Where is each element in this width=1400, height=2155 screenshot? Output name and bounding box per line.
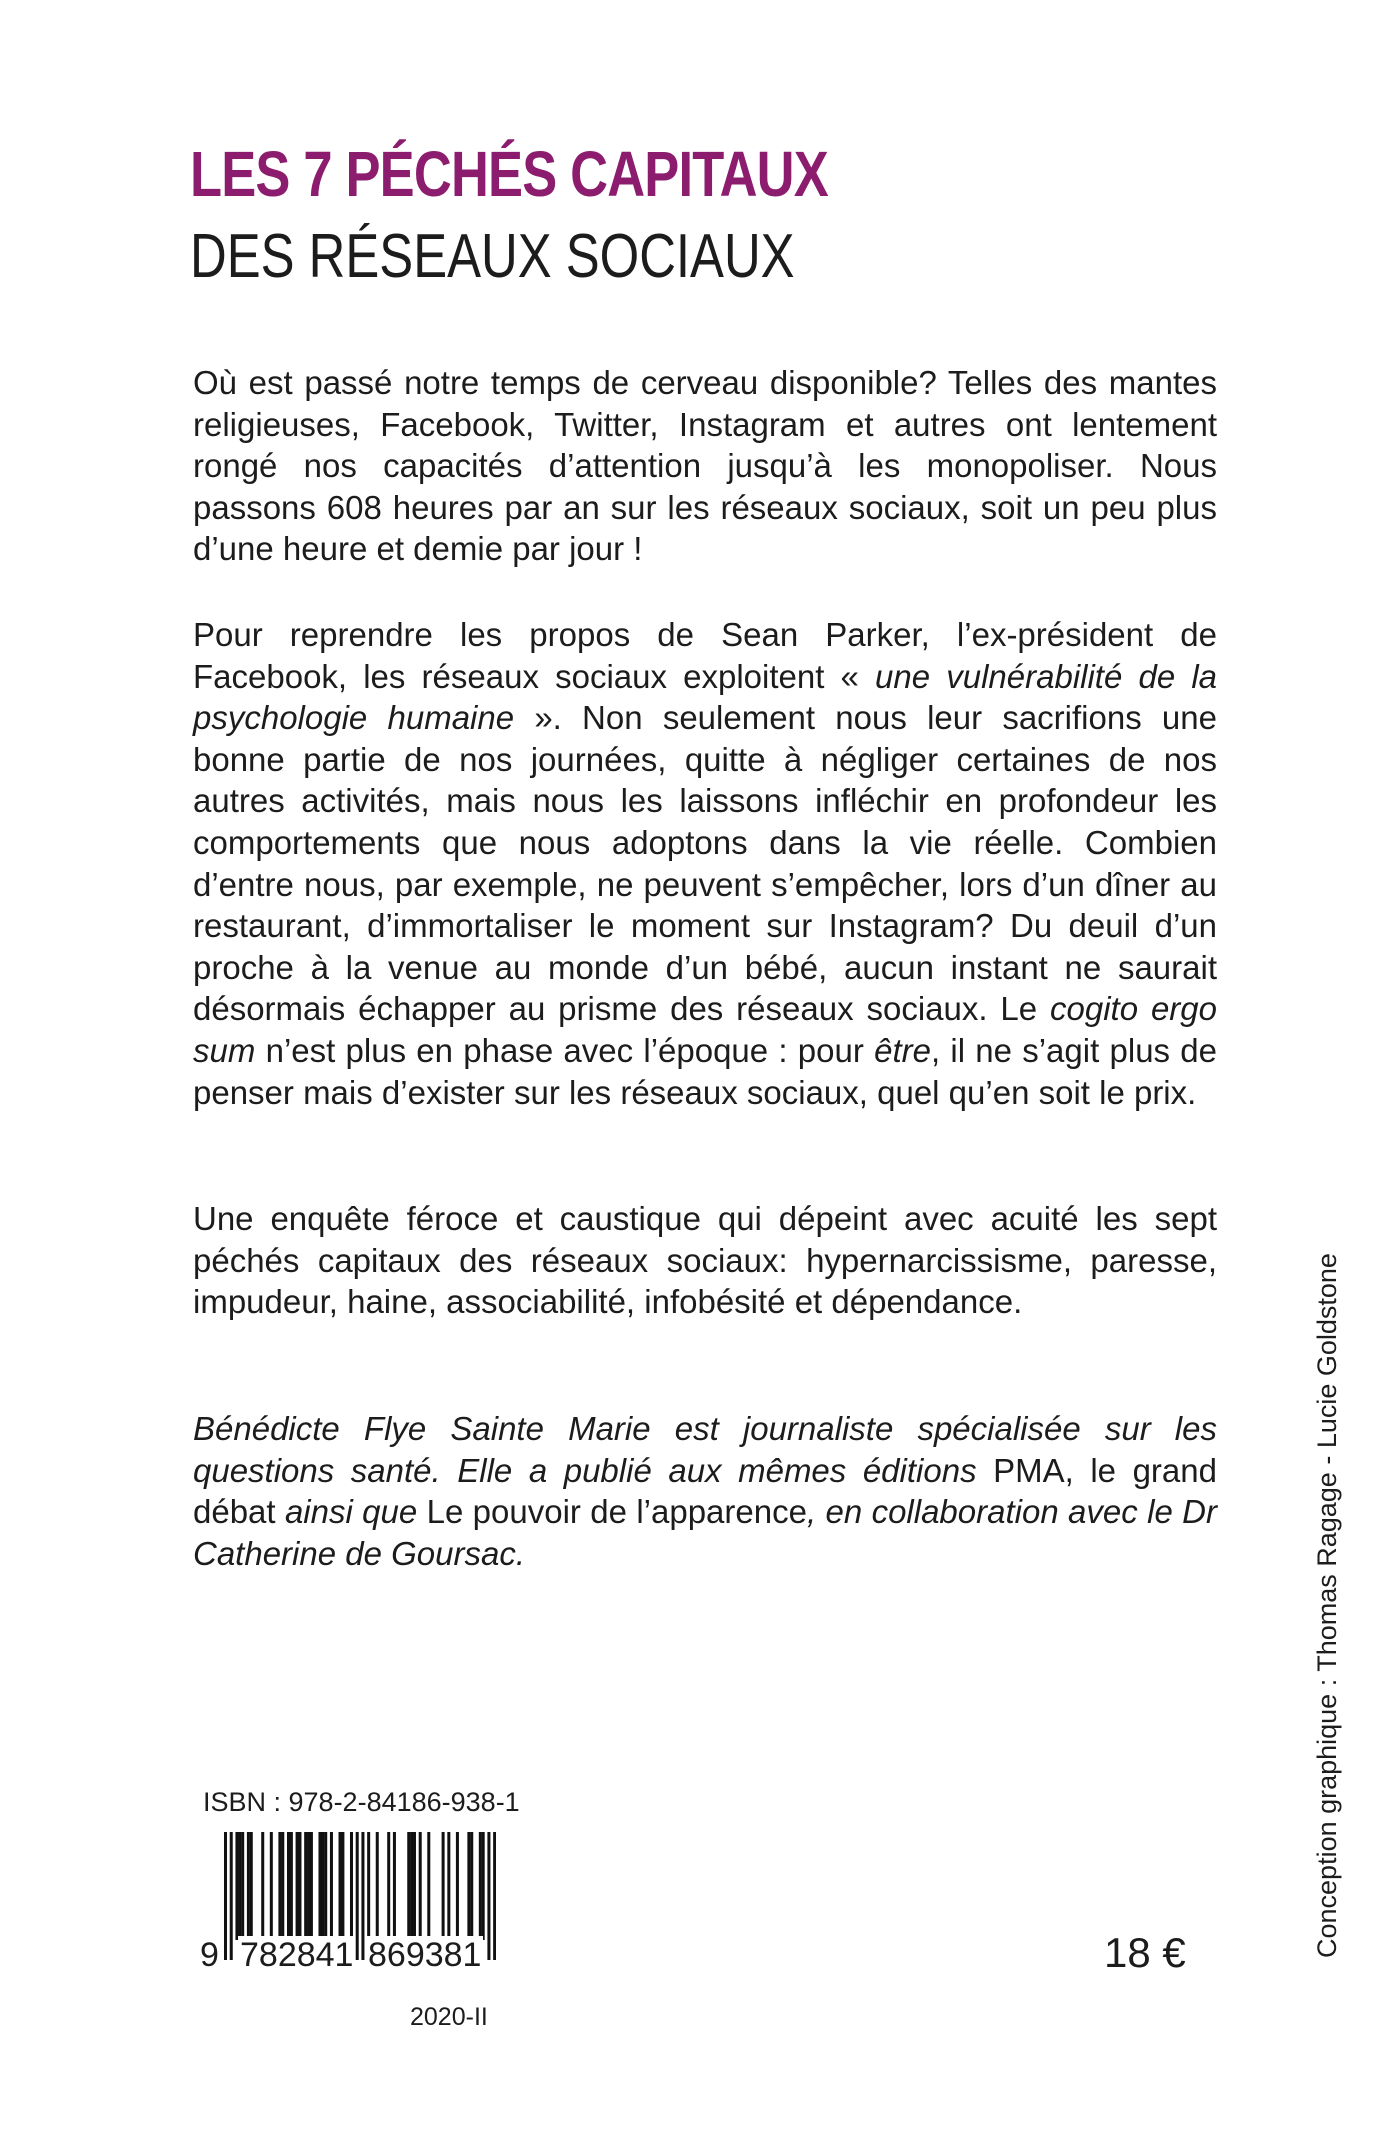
barcode-bar	[281, 1832, 284, 1940]
blurb-emphasis: être	[874, 1031, 931, 1069]
barcode-bar	[304, 1832, 307, 1940]
edition-code: 2020-II	[410, 2003, 488, 2031]
barcode-bar	[427, 1832, 430, 1940]
barcode-bar	[467, 1832, 470, 1940]
barcode-bar	[410, 1832, 413, 1940]
barcode-bar	[241, 1832, 244, 1940]
barcode-bar	[413, 1832, 416, 1940]
book-title: LES 7 PÉCHÉS CAPITAUX	[190, 138, 828, 210]
blurb-text: Pour reprendre les propos de Sean Parker, l’ex-président de Facebook, les réseaux sociaux exploitent «	[193, 616, 1217, 695]
barcode-bar	[247, 1832, 250, 1940]
isbn-label: ISBN : 978-2-84186-938-1	[203, 1787, 520, 1817]
author-bio-text: , en collaboration avec le Dr Catherine de Goursac.	[193, 1493, 1217, 1572]
barcode-bar	[224, 1832, 227, 1960]
barcode-bar	[330, 1832, 333, 1940]
author-bio	[193, 1408, 1217, 1574]
blurb-text: , il ne s’agit plus de penser mais d’exister sur les réseaux sociaux, quel qu’en soit le prix.	[193, 1031, 1217, 1111]
barcode-digit-first: 9	[200, 1936, 219, 1974]
blurb-quote: une vulnérabilité de la psychologie humaine	[193, 657, 1217, 737]
barcode-bar	[287, 1832, 290, 1940]
barcode-bar	[356, 1832, 359, 1960]
author-bio-text: ainsi que	[275, 1493, 427, 1531]
barcode-bar	[447, 1832, 450, 1940]
blurb-paragraph-1: Où est passé notre temps de cerveau disponible? Telles des mantes religieuses, Facebook, Twitter, Instagram et autres ont lentement rongé nos capacités d’attention jusqu’à les monopoliser. Nous passons 608 heures par an sur les réseaux sociaux, soit un peu plus d’une heure et demie par jour !	[193, 364, 1217, 568]
blurb-paragraph-3: Une enquête féroce et caustique qui dépeint avec acuité les sept péchés capitaux des réseaux sociaux: hypernarcissisme, paresse, impudeur, haine, associabilité, infobésité et dépendance.	[193, 1200, 1217, 1321]
barcode-bar	[376, 1832, 379, 1940]
book-reference: Le pouvoir de l’apparence	[426, 1493, 807, 1531]
barcode-bar	[470, 1832, 473, 1940]
barcode-bar	[270, 1832, 273, 1940]
barcode-bar	[341, 1832, 344, 1940]
barcode-bar	[324, 1832, 327, 1940]
author-bio-text: Bénédicte Flye Sainte Marie est journaliste spécialisée sur les questions santé. Elle a publié aux mêmes éditions	[193, 1410, 1217, 1489]
barcode-bar	[261, 1832, 264, 1940]
price: 18 €	[1104, 1929, 1186, 1976]
barcode-bar	[307, 1832, 310, 1940]
barcode-bar	[250, 1832, 253, 1940]
barcode-bar	[367, 1832, 370, 1940]
blurb-paragraph-2	[193, 614, 1217, 1113]
book-reference: PMA, le grand débat	[193, 1451, 1217, 1531]
blurb-text: n’est plus en phase avec l’époque : pour	[255, 1031, 875, 1069]
barcode-bar	[442, 1832, 445, 1940]
barcode-bar	[290, 1832, 293, 1940]
barcode-bar	[407, 1832, 410, 1940]
barcode-digits-right: 869381	[368, 1936, 482, 1974]
barcode-bar	[310, 1832, 313, 1940]
barcode-bar	[230, 1832, 233, 1960]
barcode-bar	[350, 1832, 353, 1940]
barcode-bar	[321, 1832, 324, 1940]
barcode-bar	[456, 1832, 459, 1940]
barcode-bar	[419, 1832, 422, 1940]
blurb-text: ». Non seulement nous leur sacrifions une bonne partie de nos journées, quitte à négliger certaines de nos autres activités, mais nous les laissons infléchir en profondeur les comportements que nous adoptons dans la vie réelle. Combien d’entre nous, par exemple, ne peuvent s’empêcher, lors d’un dîner au restaurant, d’immortaliser le moment sur Instagram? Du deuil d’un proche à la venue au monde d’un bébé, aucun instant ne saurait désormais échapper au prisme des réseaux sociaux. Le	[193, 699, 1217, 1028]
book-subtitle: DES RÉSEAUX SOCIAUX	[190, 222, 795, 291]
barcode-bar	[393, 1832, 396, 1940]
barcode-bar	[479, 1832, 482, 1940]
blurb-latin-phrase: cogito ergo sum	[193, 990, 1217, 1069]
barcode-bar	[235, 1832, 238, 1940]
barcode-bar	[487, 1832, 490, 1960]
barcode-bar	[387, 1832, 390, 1940]
barcode-bar	[482, 1832, 485, 1940]
barcode-bar	[238, 1832, 241, 1940]
barcode-bar	[298, 1832, 301, 1940]
barcode-bar	[339, 1832, 342, 1940]
barcode-bar	[296, 1832, 299, 1940]
barcode-digits-left: 782841	[240, 1936, 354, 1974]
barcode-bar	[493, 1832, 496, 1960]
barcode-bar	[361, 1832, 364, 1960]
design-credits: Conception graphique : Thomas Ragage - Lucie Goldstone	[1312, 1253, 1342, 1958]
barcode-bar	[318, 1832, 321, 1940]
barcode-bar	[278, 1832, 281, 1940]
